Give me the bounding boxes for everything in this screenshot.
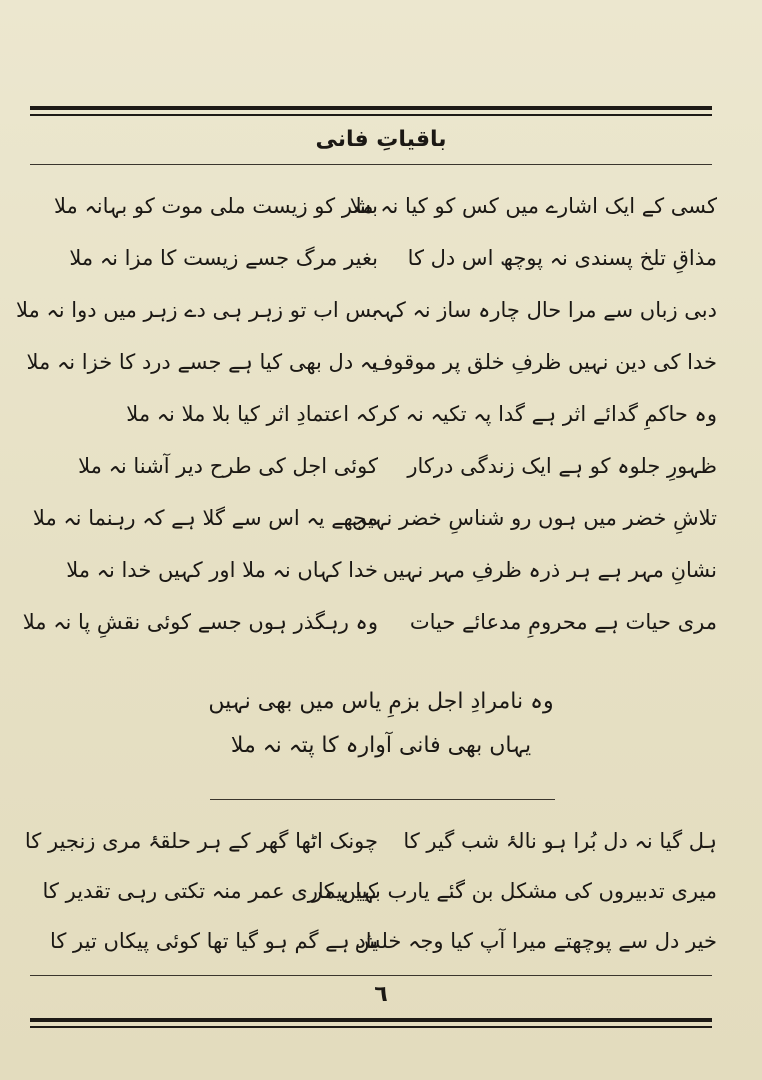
verse-line: ہل گیا نہ دل بُرا ہو نالۂ شب گیر کا	[403, 829, 717, 853]
ghazal1-second-hemistichs	[15, 180, 378, 648]
verse-line: نشانِ مہر ہے ہر ذرہ ظرفِ مہر نہیں	[382, 558, 717, 582]
title-underline	[30, 164, 712, 165]
top-double-rule-2	[30, 114, 712, 116]
verse-line: یہ دل بھی کیا ہے جسے درد کا خزا نہ ملا	[26, 350, 378, 374]
verse-line: مجھے یہ اس سے گلا ہے کہ رہنما نہ ملا	[32, 506, 378, 530]
verse-line: خیر دل سے پوچھتے میرا آپ کیا وجہ خلش	[354, 929, 717, 953]
verse-line: مذاقِ تلخ پسندی نہ پوچھ اس دل کا	[407, 246, 717, 270]
verse-line: یاد ہے گم ہو گیا تھا کوئی پیکاں تیر کا	[49, 929, 378, 953]
verse-line: کوئی اجل کی طرح دیر آشنا نہ ملا	[78, 454, 378, 478]
verse-line: وہ نامرادِ اجل بزمِ یاس میں بھی نہیں	[208, 689, 554, 714]
verse-line: بشر کو زیست ملی موت کو بہانہ ملا	[54, 194, 378, 218]
ghazal2-second-hemistichs	[24, 816, 378, 966]
verse-line: کسی کے ایک اشارے میں کس کو کیا نہ ملا	[349, 194, 717, 218]
ghazal2-first-hemistichs	[312, 816, 717, 966]
section-divider	[210, 799, 555, 800]
verse-line: خدا کہاں نہ ملا اور کہیں خدا نہ ملا	[66, 558, 378, 582]
verse-line: ظہورِ جلوہ کو ہے ایک زندگی درکار	[407, 454, 717, 478]
verse-line: وہ حاکمِ گدائے اثر ہے گدا پہ تکیہ نہ کر	[377, 402, 717, 426]
page-title: باقیاتِ فانی	[315, 127, 447, 152]
verse-line: دبی زباں سے مرا حال چارہ ساز نہ کہہ	[371, 298, 717, 322]
bottom-double-rule-2	[30, 1026, 712, 1028]
verse-line: خدا کی دین نہیں ظرفِ خلق پر موقوف	[371, 350, 717, 374]
top-double-rule-1	[30, 106, 712, 110]
verse-line: وہ رہگذر ہوں جسے کوئی نقشِ پا نہ ملا	[22, 610, 378, 634]
maqta-couplet	[150, 680, 612, 768]
page-number: ٦	[374, 982, 388, 1007]
verse-line: میری تدبیروں کی مشکل بن گئے یارب بہیں کر	[312, 879, 717, 903]
verse-line: بس اب تو زہر ہی دے زہر میں دوا نہ ملا	[15, 298, 378, 322]
verse-line: تلاشِ خضر میں ہوں رو شناسِ خضر نہیں	[351, 506, 717, 530]
verse-line: چونک اٹھا گھر کے ہر حلقۂ مری زنجیر کا	[24, 829, 378, 853]
bottom-double-rule-1	[30, 1018, 712, 1022]
verse-line: کیا بیماری عمر منہ تکتی رہی تقدیر کا	[42, 879, 378, 903]
ghazal1-first-hemistichs	[349, 180, 717, 648]
verse-line: یہاں بھی فانی آوارہ کا پتہ نہ ملا	[230, 733, 532, 758]
verse-line: کہ اعتمادِ اثر کیا بلا ملا نہ ملا	[126, 402, 378, 426]
verse-line: بغیر مرگ جسے زیست کا مزا نہ ملا	[69, 246, 378, 270]
verse-line: مری حیات ہے محرومِ مدعائے حیات	[409, 610, 717, 634]
footer-rule	[30, 975, 712, 976]
